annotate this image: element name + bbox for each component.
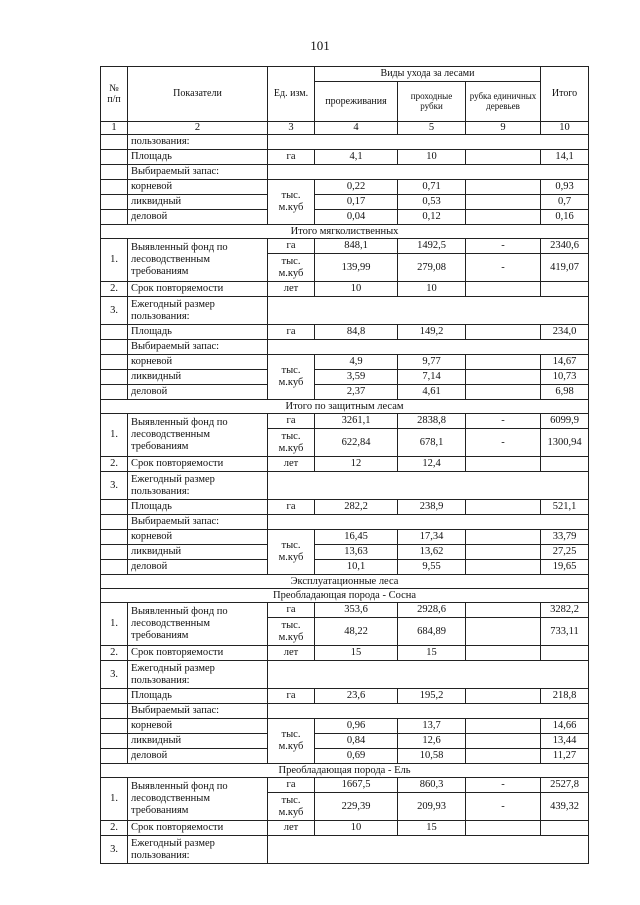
value-cell: 13,7 <box>398 719 466 734</box>
row-number: 3. <box>101 661 128 689</box>
value-cell: 3261,1 <box>315 414 398 429</box>
value-cell: 4,61 <box>398 385 466 400</box>
unit-cell: тыс. м.куб <box>268 530 315 575</box>
total-cell: 27,25 <box>541 545 589 560</box>
row-label: ликвидный <box>128 545 268 560</box>
value-cell: 15 <box>315 646 398 661</box>
row-label: Срок повторяемости <box>128 646 268 661</box>
value-cell: 860,3 <box>398 778 466 793</box>
value-cell: 353,6 <box>315 603 398 618</box>
dash-cell: - <box>466 793 541 821</box>
unit-cell: лет <box>268 282 315 297</box>
total-cell: 419,07 <box>541 254 589 282</box>
value-cell: 1667,5 <box>315 778 398 793</box>
section-heading: Итого мягколиственных <box>101 225 589 239</box>
total-cell: 11,27 <box>541 749 589 764</box>
colnum: 10 <box>541 122 589 135</box>
row-label: корневой <box>128 530 268 545</box>
value-cell: 0,04 <box>315 210 398 225</box>
unit-cell: лет <box>268 646 315 661</box>
value-cell: 139,99 <box>315 254 398 282</box>
total-cell: 14,66 <box>541 719 589 734</box>
value-cell: 0,96 <box>315 719 398 734</box>
dash-cell: - <box>466 254 541 282</box>
unit-cell: лет <box>268 821 315 836</box>
value-cell: 1492,5 <box>398 239 466 254</box>
total-cell: 33,79 <box>541 530 589 545</box>
row-label: пользования: <box>128 135 268 150</box>
value-cell: 10 <box>315 282 398 297</box>
row-label: ликвидный <box>128 734 268 749</box>
row-label: деловой <box>128 560 268 575</box>
unit-cell: тыс. м.куб <box>268 355 315 400</box>
value-cell: 10 <box>315 821 398 836</box>
value-cell: 678,1 <box>398 429 466 457</box>
value-cell: 195,2 <box>398 689 466 704</box>
unit-cell: га <box>268 603 315 618</box>
row-label: корневой <box>128 355 268 370</box>
row-label: Площадь <box>128 500 268 515</box>
value-cell: 229,39 <box>315 793 398 821</box>
header-unit: Ед. изм. <box>268 67 315 122</box>
value-cell: 9,55 <box>398 560 466 575</box>
forest-care-table <box>100 66 589 864</box>
unit-cell: тыс. м.куб <box>268 793 315 821</box>
total-cell: 19,65 <box>541 560 589 575</box>
value-cell: 0,53 <box>398 195 466 210</box>
unit-cell: лет <box>268 457 315 472</box>
section-subheading: Преобладающая порода - Ель <box>101 764 589 778</box>
header-total: Итого <box>541 67 589 122</box>
row-label: Срок повторяемости <box>128 282 268 297</box>
total-cell: 2527,8 <box>541 778 589 793</box>
value-cell: 2838,8 <box>398 414 466 429</box>
value-cell: 10,58 <box>398 749 466 764</box>
unit-cell: га <box>268 150 315 165</box>
row-label: ликвидный <box>128 370 268 385</box>
total-cell: 0,7 <box>541 195 589 210</box>
value-cell: 12 <box>315 457 398 472</box>
value-cell: 0,84 <box>315 734 398 749</box>
row-label: Срок повторяемости <box>128 821 268 836</box>
unit-cell: га <box>268 500 315 515</box>
row-number: 3. <box>101 472 128 500</box>
value-cell: 15 <box>398 821 466 836</box>
value-cell: 848,1 <box>315 239 398 254</box>
header-num: № п/п <box>101 67 128 122</box>
row-label: Выбираемый запас: <box>128 340 268 355</box>
row-label: ликвидный <box>128 195 268 210</box>
total-cell: 733,11 <box>541 618 589 646</box>
row-number: 1. <box>101 239 128 282</box>
row-number: 2. <box>101 646 128 661</box>
row-label: Площадь <box>128 325 268 340</box>
value-cell: 48,22 <box>315 618 398 646</box>
value-cell: 2,37 <box>315 385 398 400</box>
row-label: Площадь <box>128 150 268 165</box>
total-cell: 439,32 <box>541 793 589 821</box>
value-cell: 4,1 <box>315 150 398 165</box>
row-label: Ежегодный размер пользования: <box>128 836 268 864</box>
value-cell: 12,4 <box>398 457 466 472</box>
row-label: Ежегодный размер пользования: <box>128 297 268 325</box>
unit-cell: га <box>268 689 315 704</box>
row-label: деловой <box>128 749 268 764</box>
value-cell: 0,22 <box>315 180 398 195</box>
row-label: корневой <box>128 180 268 195</box>
page-number: 101 <box>310 38 330 53</box>
row-label: деловой <box>128 210 268 225</box>
dash-cell: - <box>466 239 541 254</box>
unit-cell: тыс. м.куб <box>268 180 315 225</box>
row-number: 2. <box>101 457 128 472</box>
value-cell: 10 <box>398 150 466 165</box>
value-cell: 0,69 <box>315 749 398 764</box>
section-heading: Итого по защитным лесам <box>101 400 589 414</box>
total-cell: 10,73 <box>541 370 589 385</box>
value-cell: 17,34 <box>398 530 466 545</box>
unit-cell: тыс. м.куб <box>268 254 315 282</box>
row-label: Выбираемый запас: <box>128 165 268 180</box>
row-number: 3. <box>101 297 128 325</box>
row-number: 1. <box>101 414 128 457</box>
value-cell: 209,93 <box>398 793 466 821</box>
total-cell: 2340,6 <box>541 239 589 254</box>
row-label: Площадь <box>128 689 268 704</box>
unit-cell: га <box>268 414 315 429</box>
value-cell: 10 <box>398 282 466 297</box>
row-number: 3. <box>101 836 128 864</box>
value-cell: 12,6 <box>398 734 466 749</box>
unit-cell: га <box>268 778 315 793</box>
value-cell: 282,2 <box>315 500 398 515</box>
unit-cell: га <box>268 325 315 340</box>
value-cell: 149,2 <box>398 325 466 340</box>
row-label: Ежегодный размер пользования: <box>128 661 268 689</box>
row-label: Ежегодный размер пользования: <box>128 472 268 500</box>
header-passage: проходные рубки <box>398 82 466 122</box>
dash-cell: - <box>466 778 541 793</box>
dash-cell: - <box>466 414 541 429</box>
total-cell: 14,1 <box>541 150 589 165</box>
total-cell: 6099,9 <box>541 414 589 429</box>
row-label: корневой <box>128 719 268 734</box>
total-cell: 218,8 <box>541 689 589 704</box>
row-label: Выбираемый запас: <box>128 515 268 530</box>
row-number: 1. <box>101 603 128 646</box>
total-cell: 14,67 <box>541 355 589 370</box>
value-cell: 238,9 <box>398 500 466 515</box>
value-cell: 10,1 <box>315 560 398 575</box>
value-cell: 13,63 <box>315 545 398 560</box>
colnum: 3 <box>268 122 315 135</box>
total-cell: 521,1 <box>541 500 589 515</box>
value-cell: 622,84 <box>315 429 398 457</box>
value-cell: 2928,6 <box>398 603 466 618</box>
row-number: 2. <box>101 282 128 297</box>
header-indicators: Показатели <box>128 67 268 122</box>
unit-cell: га <box>268 239 315 254</box>
value-cell: 279,08 <box>398 254 466 282</box>
colnum: 1 <box>101 122 128 135</box>
row-label: Выбираемый запас: <box>128 704 268 719</box>
value-cell: 23,6 <box>315 689 398 704</box>
total-cell: 0,93 <box>541 180 589 195</box>
unit-cell: тыс. м.куб <box>268 719 315 764</box>
row-label: Выявленный фонд по лесоводственным требованиям <box>128 778 268 821</box>
value-cell: 3,59 <box>315 370 398 385</box>
colnum: 4 <box>315 122 398 135</box>
total-cell: 1300,94 <box>541 429 589 457</box>
row-label: Выявленный фонд по лесоводственным требованиям <box>128 239 268 282</box>
total-cell: 13,44 <box>541 734 589 749</box>
row-label: Выявленный фонд по лесоводственным требованиям <box>128 603 268 646</box>
row-label: Срок повторяемости <box>128 457 268 472</box>
section-subheading: Преобладающая порода - Сосна <box>101 589 589 603</box>
colnum: 2 <box>128 122 268 135</box>
total-cell: 6,98 <box>541 385 589 400</box>
colnum: 5 <box>398 122 466 135</box>
section-heading: Эксплуатационные леса <box>101 575 589 589</box>
value-cell: 0,71 <box>398 180 466 195</box>
value-cell: 16,45 <box>315 530 398 545</box>
colnum: 9 <box>466 122 541 135</box>
dash-cell: - <box>466 429 541 457</box>
value-cell: 4,9 <box>315 355 398 370</box>
header-types-title: Виды ухода за лесами <box>315 67 541 82</box>
value-cell: 15 <box>398 646 466 661</box>
value-cell: 7,14 <box>398 370 466 385</box>
row-label: деловой <box>128 385 268 400</box>
value-cell: 84,8 <box>315 325 398 340</box>
total-cell: 234,0 <box>541 325 589 340</box>
row-label: Выявленный фонд по лесоводственным требованиям <box>128 414 268 457</box>
value-cell: 13,62 <box>398 545 466 560</box>
row-number: 1. <box>101 778 128 821</box>
value-cell: 9,77 <box>398 355 466 370</box>
unit-cell: тыс. м.куб <box>268 429 315 457</box>
value-cell: 0,12 <box>398 210 466 225</box>
total-cell: 3282,2 <box>541 603 589 618</box>
total-cell: 0,16 <box>541 210 589 225</box>
row-number: 2. <box>101 821 128 836</box>
value-cell: 684,89 <box>398 618 466 646</box>
header-thinning: прореживания <box>315 82 398 122</box>
header-single-trees: рубка единичных деревьев <box>466 82 541 122</box>
unit-cell: тыс. м.куб <box>268 618 315 646</box>
value-cell: 0,17 <box>315 195 398 210</box>
